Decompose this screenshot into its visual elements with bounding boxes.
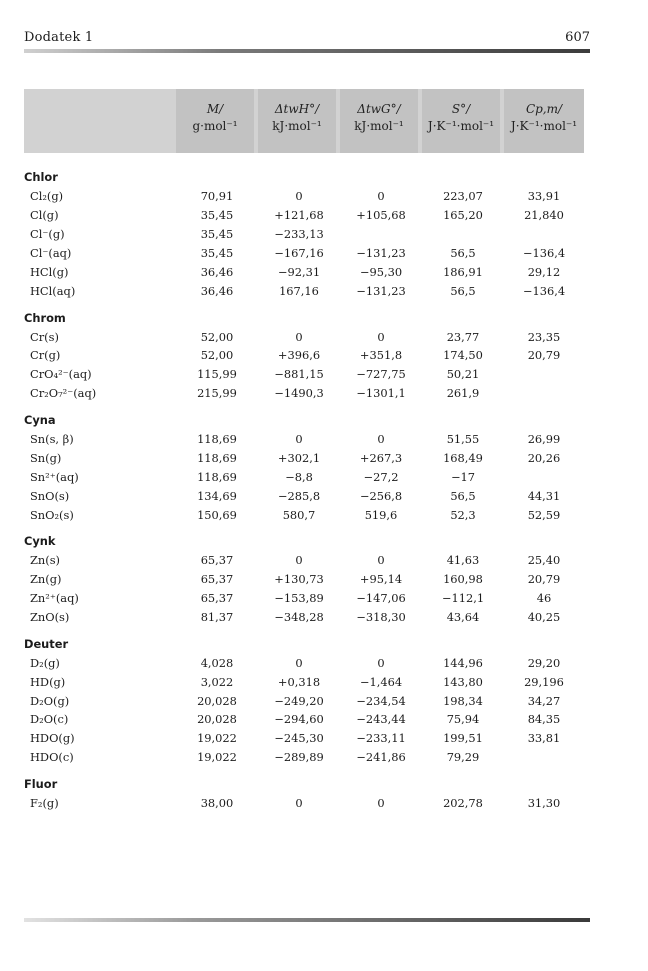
molar-mass-cell: 65,37 bbox=[200, 553, 234, 568]
heat-capacity-cell bbox=[504, 748, 584, 767]
gibbs-cell: +105,68 bbox=[356, 208, 406, 223]
enthalpy-cell: +302,1 bbox=[277, 450, 321, 465]
heat-capacity-cell bbox=[504, 365, 584, 384]
enthalpy-cell: −348,28 bbox=[274, 610, 324, 625]
top-rule bbox=[24, 49, 590, 53]
gibbs-cell: −1301,1 bbox=[356, 386, 406, 401]
molar-mass-cell: 65,37 bbox=[200, 572, 234, 587]
enthalpy-cell: −245,30 bbox=[274, 731, 324, 746]
substance-cell: CrO₄²⁻(aq) bbox=[30, 367, 92, 382]
table-row bbox=[24, 365, 584, 384]
entropy-cell: 261,9 bbox=[446, 386, 480, 401]
column-header-enthalpy: ΔtwH°/ kJ·mol⁻¹ bbox=[258, 89, 336, 153]
table-row bbox=[24, 570, 584, 589]
entropy-cell: 43,64 bbox=[446, 610, 480, 625]
substance-cell: Sn(g) bbox=[30, 450, 62, 465]
substance-cell: D₂(g) bbox=[30, 655, 60, 670]
molar-mass-cell: 65,37 bbox=[200, 591, 234, 606]
molar-mass-cell: 19,022 bbox=[197, 750, 237, 765]
molar-mass-cell: 35,45 bbox=[200, 246, 234, 260]
table-row bbox=[24, 729, 584, 748]
molar-mass-cell: 118,69 bbox=[197, 469, 237, 484]
molar-mass-cell: 38,00 bbox=[200, 796, 234, 811]
heat-capacity-cell: 40,25 bbox=[527, 610, 561, 625]
gibbs-cell: 0 bbox=[377, 329, 385, 344]
gibbs-cell: −318,30 bbox=[356, 610, 406, 625]
enthalpy-cell: −249,20 bbox=[274, 693, 324, 708]
thermo-table bbox=[24, 168, 584, 813]
heat-capacity-cell: 33,81 bbox=[527, 731, 561, 746]
molar-mass-cell: 81,37 bbox=[200, 610, 234, 625]
enthalpy-cell: 0 bbox=[295, 655, 303, 670]
column-header-entropy: S°/ J·K⁻¹·mol⁻¹ bbox=[422, 89, 500, 153]
entropy-cell: 174,50 bbox=[443, 348, 483, 363]
table-row bbox=[24, 448, 584, 467]
substance-cell: Cr(s) bbox=[30, 329, 59, 344]
substance-cell: D₂O(g) bbox=[30, 693, 70, 708]
table-row bbox=[24, 551, 584, 570]
entropy-cell: 52,3 bbox=[450, 507, 476, 522]
entropy-cell: 223,07 bbox=[443, 189, 483, 204]
substance-cell: Cr₂O₇²⁻(aq) bbox=[30, 386, 97, 401]
molar-mass-cell: 35,45 bbox=[200, 208, 234, 223]
enthalpy-cell: 167,16 bbox=[279, 283, 319, 298]
heat-capacity-cell: 29,12 bbox=[527, 264, 561, 279]
group-spacer bbox=[24, 524, 584, 532]
table-row bbox=[24, 244, 584, 263]
molar-mass-cell: 52,00 bbox=[200, 348, 234, 363]
table-row bbox=[24, 327, 584, 346]
enthalpy-cell: −92,31 bbox=[277, 264, 321, 279]
entropy-cell: 79,29 bbox=[446, 750, 480, 765]
group-row bbox=[24, 634, 584, 653]
table-row bbox=[24, 206, 584, 225]
entropy-cell: 41,63 bbox=[446, 553, 480, 568]
entropy-cell: 143,80 bbox=[443, 674, 483, 689]
substance-cell: HD(g) bbox=[30, 674, 66, 689]
gibbs-cell: −233,11 bbox=[356, 731, 406, 746]
gibbs-cell: +267,3 bbox=[359, 450, 403, 465]
gibbs-cell: −131,23 bbox=[356, 246, 406, 260]
enthalpy-cell: +121,68 bbox=[274, 208, 324, 223]
gibbs-cell: +351,8 bbox=[359, 348, 403, 363]
entropy-cell: 51,55 bbox=[446, 432, 480, 447]
column-header-gibbs: ΔtwG°/ kJ·mol⁻¹ bbox=[340, 89, 418, 153]
group-row bbox=[24, 308, 584, 327]
molar-mass-cell: 20,028 bbox=[197, 712, 237, 727]
heat-capacity-cell bbox=[504, 384, 584, 403]
entropy-cell: 186,91 bbox=[443, 264, 483, 279]
heat-capacity-cell: 20,79 bbox=[527, 572, 561, 587]
gibbs-cell: 0 bbox=[377, 553, 385, 568]
table-row bbox=[24, 794, 584, 813]
heat-capacity-cell: −136,4 bbox=[522, 283, 566, 298]
group-title: Deuter bbox=[24, 636, 69, 651]
heat-capacity-cell: 23,35 bbox=[527, 329, 561, 344]
substance-cell: Zn(s) bbox=[30, 553, 60, 568]
table-row bbox=[24, 505, 584, 524]
heat-capacity-cell: 26,99 bbox=[527, 432, 561, 447]
molar-mass-cell: 118,69 bbox=[197, 432, 237, 447]
spacer-cell bbox=[24, 403, 584, 411]
table-row bbox=[24, 691, 584, 710]
enthalpy-cell: +0,318 bbox=[277, 674, 321, 689]
entropy-cell: 23,77 bbox=[446, 329, 480, 344]
enthalpy-cell: 580,7 bbox=[282, 507, 316, 522]
enthalpy-cell: −1490,3 bbox=[274, 386, 324, 401]
substance-cell: HCl(g) bbox=[30, 264, 69, 279]
heat-capacity-cell: 20,26 bbox=[527, 450, 561, 465]
group-spacer bbox=[24, 300, 584, 308]
heat-capacity-cell: −136,4 bbox=[522, 246, 566, 260]
table-row bbox=[24, 486, 584, 505]
gibbs-cell: 0 bbox=[377, 796, 385, 811]
gibbs-cell: 0 bbox=[377, 655, 385, 670]
gibbs-cell: −241,86 bbox=[356, 750, 406, 765]
group-row bbox=[24, 775, 584, 794]
gibbs-cell bbox=[340, 225, 422, 244]
enthalpy-cell: −233,13 bbox=[274, 227, 324, 242]
heat-capacity-cell: 29,20 bbox=[527, 655, 561, 670]
gibbs-cell: −147,06 bbox=[356, 591, 406, 606]
entropy-cell: 199,51 bbox=[443, 731, 483, 746]
molar-mass-cell: 150,69 bbox=[197, 507, 237, 522]
group-row bbox=[24, 168, 584, 187]
group-title: Chrom bbox=[24, 310, 66, 325]
enthalpy-cell: 0 bbox=[295, 329, 303, 344]
substance-cell: ZnO(s) bbox=[30, 610, 70, 625]
table-row bbox=[24, 225, 584, 244]
entropy-cell: 168,49 bbox=[443, 450, 483, 465]
enthalpy-cell: 0 bbox=[295, 796, 303, 811]
substance-cell: Zn(g) bbox=[30, 572, 62, 587]
group-title: Fluor bbox=[24, 777, 58, 792]
gibbs-cell: −727,75 bbox=[356, 367, 406, 382]
table-row bbox=[24, 281, 584, 300]
substance-cell: Zn²⁺(aq) bbox=[30, 591, 79, 606]
substance-cell: Cl(g) bbox=[30, 208, 59, 223]
substance-cell: SnO(s) bbox=[30, 488, 70, 503]
molar-mass-cell: 118,69 bbox=[197, 450, 237, 465]
molar-mass-cell: 3,022 bbox=[200, 674, 234, 689]
substance-cell: D₂O(c) bbox=[30, 712, 69, 727]
molar-mass-cell: 36,46 bbox=[200, 264, 234, 279]
entropy-cell: 56,5 bbox=[450, 488, 476, 503]
heat-capacity-cell: 52,59 bbox=[527, 507, 561, 522]
heat-capacity-cell: 29,196 bbox=[524, 674, 564, 689]
group-spacer bbox=[24, 403, 584, 411]
molar-mass-cell: 215,99 bbox=[197, 386, 237, 401]
group-spacer bbox=[24, 767, 584, 775]
substance-cell: HDO(g) bbox=[30, 731, 75, 746]
spacer-cell bbox=[24, 300, 584, 308]
table-row bbox=[24, 653, 584, 672]
heat-capacity-cell: 20,79 bbox=[527, 348, 561, 363]
group-row bbox=[24, 411, 584, 430]
bottom-rule bbox=[24, 918, 590, 922]
heat-capacity-cell: 44,31 bbox=[527, 488, 561, 503]
gibbs-cell: 0 bbox=[377, 189, 385, 204]
entropy-cell: 144,96 bbox=[443, 655, 483, 670]
entropy-cell: 75,94 bbox=[446, 712, 480, 727]
enthalpy-cell: +396,6 bbox=[277, 348, 321, 363]
substance-cell: SnO₂(s) bbox=[30, 507, 74, 522]
group-title: Chlor bbox=[24, 170, 58, 185]
heat-capacity-cell: 31,30 bbox=[527, 796, 561, 811]
molar-mass-cell: 20,028 bbox=[197, 693, 237, 708]
table-row bbox=[24, 748, 584, 767]
entropy-cell: 198,34 bbox=[443, 693, 483, 708]
table-row bbox=[24, 346, 584, 365]
molar-mass-cell: 115,99 bbox=[197, 367, 237, 382]
molar-mass-cell: 19,022 bbox=[197, 731, 237, 746]
substance-cell: Cl⁻(aq) bbox=[30, 246, 72, 260]
substance-cell: HDO(c) bbox=[30, 750, 74, 765]
entropy-cell: 165,20 bbox=[443, 208, 483, 223]
substance-cell: Sn(s, β) bbox=[30, 432, 74, 447]
substance-cell: HCl(aq) bbox=[30, 283, 76, 298]
group-spacer bbox=[24, 626, 584, 634]
entropy-cell: 56,5 bbox=[450, 283, 476, 298]
entropy-cell: −17 bbox=[450, 469, 476, 484]
table-row bbox=[24, 384, 584, 403]
enthalpy-cell: −153,89 bbox=[274, 591, 324, 606]
substance-cell: Cr(g) bbox=[30, 348, 61, 363]
entropy-cell bbox=[422, 225, 504, 244]
column-header-molar-mass: M/ g·mol⁻¹ bbox=[176, 89, 254, 153]
gibbs-cell: −1,464 bbox=[359, 674, 403, 689]
gibbs-cell: −131,23 bbox=[356, 283, 406, 298]
group-row bbox=[24, 532, 584, 551]
heat-capacity-cell: 84,35 bbox=[527, 712, 561, 727]
gibbs-cell: −256,8 bbox=[359, 488, 403, 503]
heat-capacity-cell: 34,27 bbox=[527, 693, 561, 708]
gibbs-cell: 519,6 bbox=[364, 507, 398, 522]
substance-cell: Cl₂(g) bbox=[30, 189, 64, 204]
entropy-cell: 160,98 bbox=[443, 572, 483, 587]
table-row bbox=[24, 467, 584, 486]
running-head-title: Dodatek 1 bbox=[24, 30, 94, 45]
spacer-cell bbox=[24, 626, 584, 634]
table-row bbox=[24, 710, 584, 729]
substance-cell: Cl⁻(g) bbox=[30, 227, 65, 242]
spacer-cell bbox=[24, 524, 584, 532]
table-row bbox=[24, 672, 584, 691]
molar-mass-cell: 36,46 bbox=[200, 283, 234, 298]
gibbs-cell: −234,54 bbox=[356, 693, 406, 708]
enthalpy-cell: −294,60 bbox=[274, 712, 324, 727]
table-body bbox=[24, 168, 584, 813]
group-title: Cynk bbox=[24, 534, 56, 549]
substance-cell: F₂(g) bbox=[30, 796, 59, 811]
heat-capacity-cell bbox=[504, 225, 584, 244]
molar-mass-cell: 52,00 bbox=[200, 329, 234, 344]
enthalpy-cell: 0 bbox=[295, 432, 303, 447]
entropy-cell: 56,5 bbox=[450, 246, 476, 260]
entropy-cell: 50,21 bbox=[446, 367, 480, 382]
entropy-cell: 202,78 bbox=[443, 796, 483, 811]
table-row bbox=[24, 430, 584, 449]
spacer-cell bbox=[24, 767, 584, 775]
molar-mass-cell: 35,45 bbox=[200, 227, 234, 242]
heat-capacity-cell bbox=[504, 467, 584, 486]
enthalpy-cell: −881,15 bbox=[274, 367, 324, 382]
molar-mass-cell: 70,91 bbox=[200, 189, 234, 204]
molar-mass-cell: 134,69 bbox=[197, 488, 237, 503]
gibbs-cell: −95,30 bbox=[359, 264, 403, 279]
gibbs-cell: +95,14 bbox=[359, 572, 403, 587]
table-row bbox=[24, 589, 584, 608]
heat-capacity-cell: 21,840 bbox=[524, 208, 564, 223]
enthalpy-cell: 0 bbox=[295, 189, 303, 204]
enthalpy-cell: −167,16 bbox=[274, 246, 324, 260]
column-header-heat-capacity: Cp,m/ J·K⁻¹·mol⁻¹ bbox=[504, 89, 584, 153]
gibbs-cell: 0 bbox=[377, 432, 385, 447]
enthalpy-cell: −289,89 bbox=[274, 750, 324, 765]
running-head bbox=[24, 30, 590, 48]
enthalpy-cell: −285,8 bbox=[277, 488, 321, 503]
page-number: 607 bbox=[565, 30, 590, 45]
table-row bbox=[24, 187, 584, 206]
group-title: Cyna bbox=[24, 413, 56, 428]
table-row bbox=[24, 608, 584, 627]
table-row bbox=[24, 262, 584, 281]
heat-capacity-cell: 25,40 bbox=[527, 553, 561, 568]
heat-capacity-cell: 33,91 bbox=[527, 189, 561, 204]
table-header bbox=[24, 89, 584, 153]
enthalpy-cell: −8,8 bbox=[285, 469, 313, 484]
gibbs-cell: −27,2 bbox=[363, 469, 399, 484]
gibbs-cell: −243,44 bbox=[356, 712, 406, 727]
enthalpy-cell: +130,73 bbox=[274, 572, 324, 587]
entropy-cell: −112,1 bbox=[441, 591, 485, 606]
enthalpy-cell: 0 bbox=[295, 553, 303, 568]
molar-mass-cell: 4,028 bbox=[200, 655, 234, 670]
substance-cell: Sn²⁺(aq) bbox=[30, 469, 79, 484]
heat-capacity-cell: 46 bbox=[536, 591, 552, 606]
